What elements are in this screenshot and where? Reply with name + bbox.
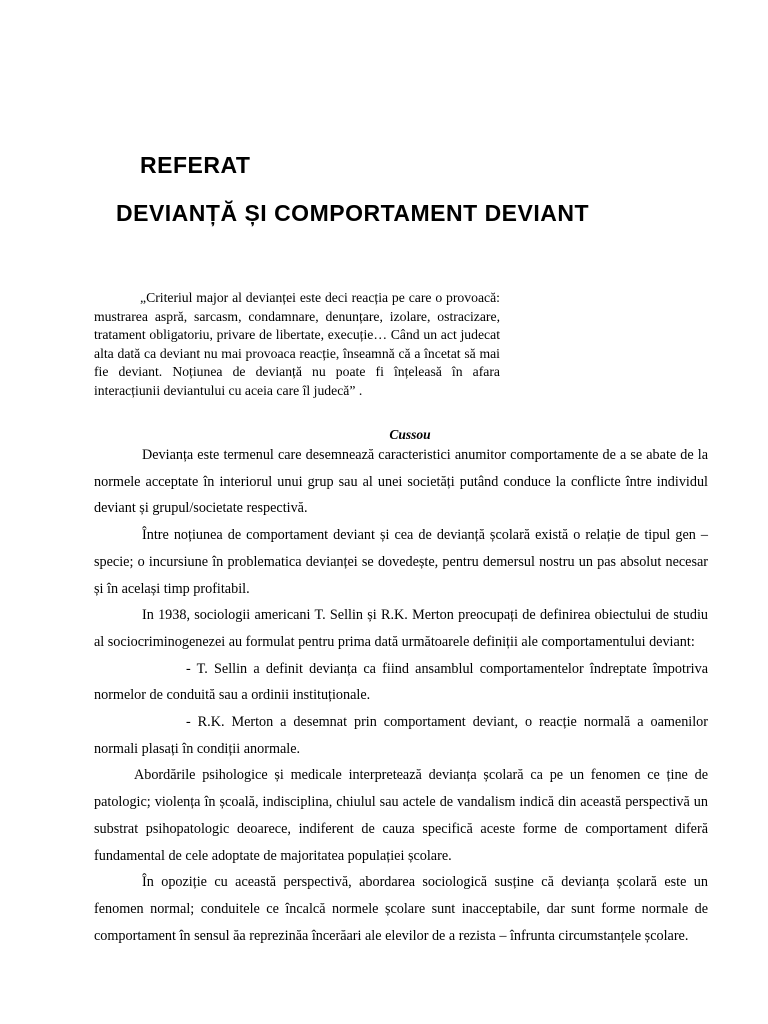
document-subheading: DEVIANȚĂ ȘI COMPORTAMENT DEVIANT xyxy=(116,200,590,226)
body-paragraph: Devianța este termenul care desemnează caracteristici anumitor comportamente de a se abate de la normele acceptate în interiorul unui grup sau al unei societăți putând conduce la conflicte între individul deviant și grupul/societate respectivă. xyxy=(94,447,708,517)
definition-item: - T. Sellin a definit devianța ca fiind ansamblul comportamentelor îndreptate împotriva normelor de conduită sau a ordinii instituționale. xyxy=(94,660,708,704)
definition-item: - R.K. Merton a desemnat prin comportament deviant, o reacție normală a oamenilor normali plasați în condiții anormale. xyxy=(94,714,708,757)
document-heading: REFERAT xyxy=(140,152,251,178)
motto-author: Cussou xyxy=(389,427,431,442)
body-paragraph: În opoziție cu această perspectivă, abordarea sociologică susține că devianța școlară este un fenomen normal; conduitele ce încalcă normele școlare sunt inacceptabile, dar sunt forme normale de comportament în sensul ăa reprezinăa încerăari ale elevilor de a rezista – înfrunta circumstanțele școlare. xyxy=(94,874,708,944)
body-paragraph: Între noțiunea de comportament deviant și cea de devianță școlară există o relație de tipul gen – specie; o incursiune în problematica devianței se dovedește, pentru demersul nostru un pas absolut necesar și în același timp profitabil. xyxy=(94,527,708,597)
document-body xyxy=(94,442,708,949)
motto-quote: „Criteriul major al devianței este deci reacția pe care o provoacă: mustrarea aspră, sarcasm, condamnare, denunțare, izolare, ostracizare, tratament obligatoriu, privare de libertate, execuție… Când un act judecat alta dată ca deviant nu mai provoaca reacție, înseamnă că a încetat să mai fie deviant. Noțiunea de devianță nu poate fi înțeleasă în afara interacțiunii deviantului cu aceia care îl judecă” . xyxy=(94,290,500,398)
body-paragraph: Abordările psihologice și medicale interpretează devianța școlară ca pe un fenomen ce ține de patologic; violența în școală, indisciplina, chiulul sau actele de vandalism indică din această perspectivă un substrat psihopatologic deoarece, indiferent de cauza specifică aceste forme de comportament diferă fundamental de cele adoptate de majoritatea populației școlare. xyxy=(94,767,708,864)
body-paragraph: In 1938, sociologii americani T. Sellin și R.K. Merton preocupați de definirea obiectului de studiu al sociocriminogenezei au formulat pentru prima dată următoarele definiții ale comportamentului deviant: xyxy=(94,607,708,650)
